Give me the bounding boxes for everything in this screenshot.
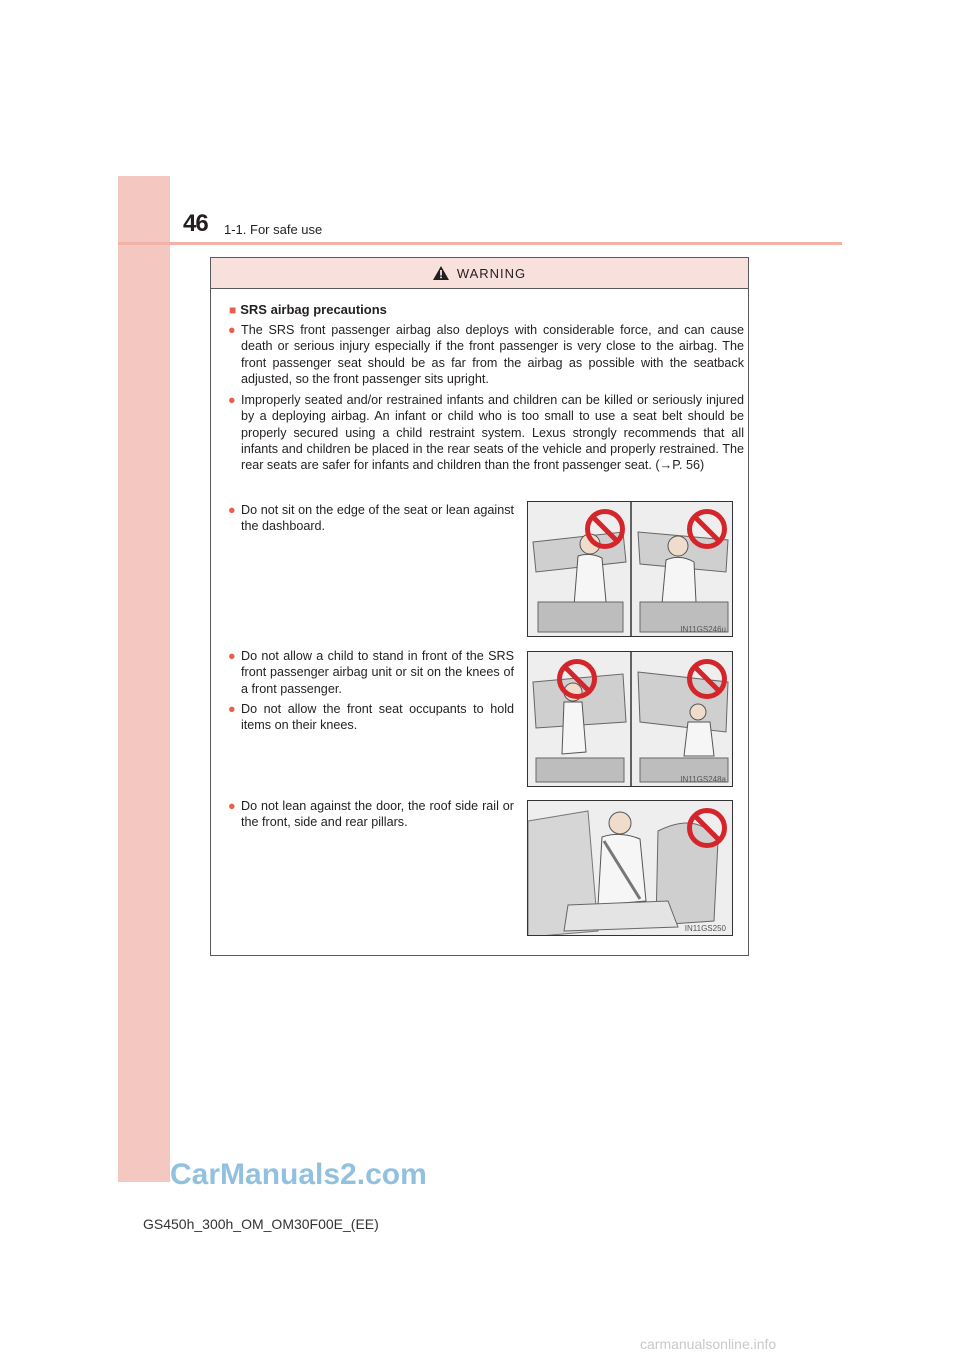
prohibited-icon: [686, 508, 728, 550]
bullet-icon: ●: [228, 503, 236, 517]
bullet-icon: ●: [228, 649, 236, 663]
illustration-code: IN11GS246u: [680, 625, 726, 634]
paragraph-text: Improperly seated and/or restrained infants and children can be killed or seriously injured by a deploying airbag. An infant or child who is too small to use a seat belt should be properly secured using a child restraint system. Lexus strongly recommends that all infants and children be placed in the rear seats of the vehicle and properly restrained. The rear seats are safer for infants and children than the front passenger seat. (→P. 56): [241, 393, 744, 473]
item-text: Do not allow a child to stand in front of the SRS front passenger airbag unit or sit on the knees of a front passenger.: [241, 649, 514, 696]
footer-model-code: GS450h_300h_OM_OM30F00E_(EE): [143, 1216, 379, 1232]
item-text: Do not allow the front seat occupants to hold items on their knees.: [241, 702, 514, 733]
corner-watermark: carmanualsonline.info: [640, 1336, 777, 1352]
warning-label: WARNING: [456, 265, 527, 281]
prohibited-icon: [686, 807, 728, 849]
prohibited-icon: [584, 508, 626, 550]
warning-paragraph: [228, 322, 744, 387]
warning-header: [211, 258, 748, 289]
illustration-code: IN11GS248a: [680, 775, 726, 784]
square-bullet-icon: ■: [229, 303, 237, 317]
bullet-icon: ●: [228, 702, 236, 716]
warning-item: [228, 502, 514, 535]
watermark-logo: CarManuals2.com: [170, 1158, 427, 1191]
topic-heading: [229, 302, 387, 317]
illustration-child-front: [527, 651, 733, 787]
warning-item: [228, 798, 514, 831]
chapter-side-bar: [118, 176, 170, 1182]
header-rule: [118, 242, 842, 245]
paragraph-text: The SRS front passenger airbag also deploys with considerable force, and can cause death or serious injury especially if the front passenger is very close to the airbag. The front passenger seat should be as far from the airbag as possible with the seatback adjusted, so the front passenger sits upright.: [241, 323, 744, 386]
illustration-door-lean: [527, 800, 733, 936]
item-text: Do not sit on the edge of the seat or lean against the dashboard.: [241, 503, 514, 534]
prohibited-icon: [686, 658, 728, 700]
prohibited-icon: [556, 658, 598, 700]
warning-triangle-icon: [433, 266, 449, 280]
bullet-icon: ●: [228, 799, 236, 813]
warning-item: [228, 648, 514, 697]
page-number: 46: [183, 210, 208, 237]
warning-item: [228, 701, 514, 734]
warning-paragraph: [228, 392, 744, 473]
warning-box: [210, 257, 749, 956]
item-text: Do not lean against the door, the roof side rail or the front, side and rear pillars.: [241, 799, 514, 830]
bullet-icon: ●: [228, 323, 236, 337]
section-title: 1-1. For safe use: [224, 222, 323, 237]
illustration-code: IN11GS250: [684, 924, 726, 933]
illustration-seat-edge: [527, 501, 733, 637]
bullet-icon: ●: [228, 393, 236, 407]
topic-label: SRS airbag precautions: [240, 302, 387, 317]
